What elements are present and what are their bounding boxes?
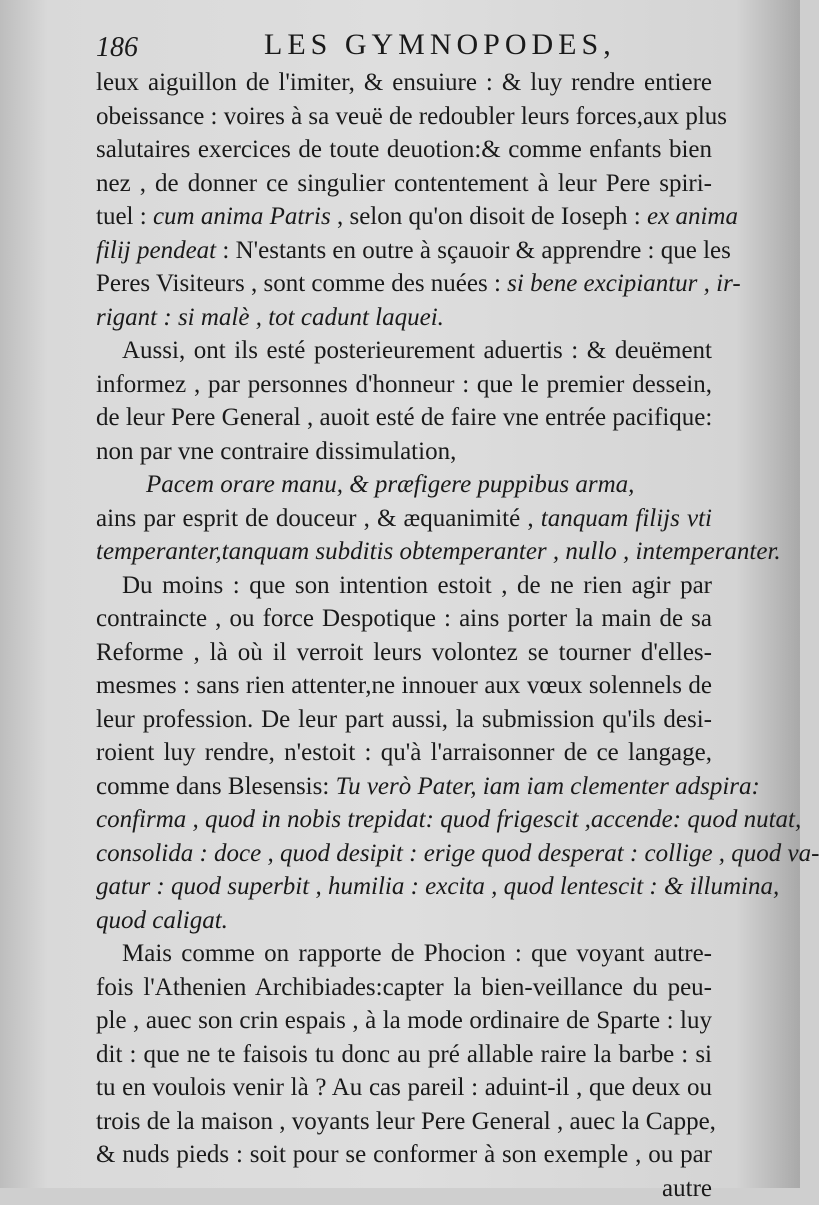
text-line: ple , auec son crin espais , à la mode ordinaire de Sparte : luy [96, 1004, 712, 1038]
page-header [96, 28, 696, 68]
text-line: trois de la maison , voyants leur Pere General , auec la Cappe, [96, 1105, 712, 1139]
text-line: obeissance : voires à sa veuë de redoubler leurs forces,aux plus [96, 100, 712, 134]
text-line: quod caligat. [96, 904, 712, 938]
text-line: Du moins : que son intention estoit , de ne rien agir par [96, 569, 712, 603]
text-line: & nuds pieds : soit pour se conformer à son exemple , ou par [96, 1138, 712, 1172]
text-line: consolida : doce , quod desipit : erige quod desperat : collige , quod va- [96, 837, 712, 871]
text-line: tu en voulois venir là ? Au cas pareil : aduint-il , que deux ou [96, 1071, 712, 1105]
running-title: LES GYMNOPODES, [264, 28, 616, 62]
text-line: non par vne contraire dissimulation, [96, 435, 712, 469]
text-line: rigant : si malè , tot cadunt laquei. [96, 301, 712, 335]
text-line: ains par esprit de douceur , & æquanimité , tanquam filijs vti [96, 502, 712, 536]
text-line: de leur Pere General , auoit esté de faire vne entrée pacifique: [96, 401, 712, 435]
text-line: Peres Visiteurs , sont comme des nuées : si bene excipiantur , ir- [96, 267, 712, 301]
text-line: mesmes : sans rien attenter,ne innouer aux vœux solennels de [96, 669, 712, 703]
text-line: dit : que ne te faisois tu donc au pré allable raire la barbe : si [96, 1038, 712, 1072]
text-line: roient luy rendre, n'estoit : qu'à l'arraisonner de ce langage, [96, 736, 712, 770]
text-line: nez , de donner ce singulier contentement à leur Pere spiri- [96, 167, 712, 201]
text-line: gatur : quod superbit , humilia : excita , quod lentescit : & illumina, [96, 870, 712, 904]
text-line: fois l'Athenien Archibiades:capter la bien-veillance du peu- [96, 971, 712, 1005]
text-line: autre [96, 1172, 712, 1205]
text-line: contraincte , ou force Despotique : ains porter la main de sa [96, 602, 712, 636]
text-line: temperanter,tanquam subditis obtemperanter , nullo , intemperanter. [96, 535, 712, 569]
text-line: Pacem orare manu, & præfigere puppibus arma, [96, 468, 712, 502]
page-number: 186 [96, 32, 138, 64]
text-line: confirma , quod in nobis trepidat: quod frigescit ,accende: quod nutat, [96, 803, 712, 837]
text-line: informez , par personnes d'honneur : que le premier dessein, [96, 368, 712, 402]
text-line: Reforme , là où il verroit leurs volontez se tourner d'elles- [96, 636, 712, 670]
text-line: Aussi, ont ils esté posterieurement aduertis : & deuëment [96, 334, 712, 368]
text-line: salutaires exercices de toute deuotion:& comme enfants bien [96, 133, 712, 167]
text-line: comme dans Blesensis: Tu verò Pater, iam iam clementer adspira: [96, 770, 712, 804]
text-body [96, 66, 712, 1205]
text-line: filij pendeat : N'estants en outre à sçauoir & apprendre : que les [96, 234, 712, 268]
text-line: leux aiguillon de l'imiter, & ensuiure : & luy rendre entiere [96, 66, 712, 100]
text-line: tuel : cum anima Patris , selon qu'on disoit de Ioseph : ex anima [96, 200, 712, 234]
text-line: leur profession. De leur part aussi, la submission qu'ils desi- [96, 703, 712, 737]
text-line: Mais comme on rapporte de Phocion : que voyant autre- [96, 937, 712, 971]
